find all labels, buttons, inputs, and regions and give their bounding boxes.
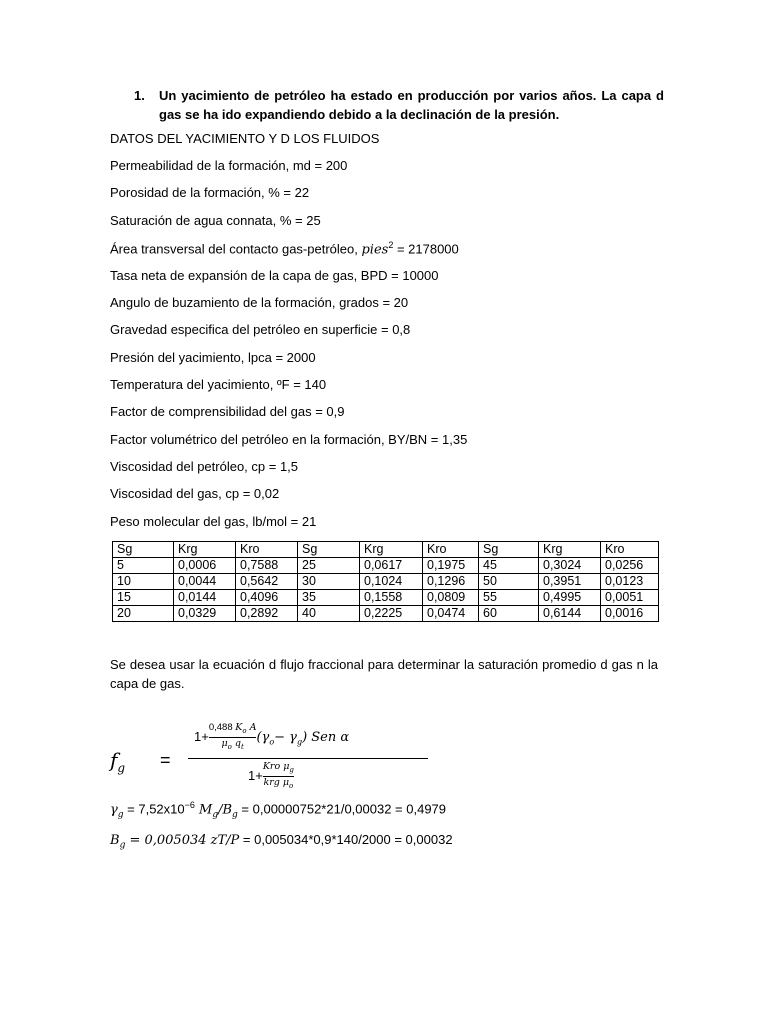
table-cell: 0,0329 (174, 606, 236, 622)
equation-lhs (110, 748, 125, 775)
data-temperatura: Temperatura del yacimiento, ºF = 140 (110, 377, 327, 392)
area-exponent: 2 (388, 240, 394, 250)
data-area-transversal (110, 240, 459, 257)
data-presion: Presión del yacimiento, lpca = 2000 (110, 350, 316, 365)
minus-gamma: − γ (274, 729, 297, 745)
mu-symbol: μ (221, 737, 228, 749)
fractional-flow-equation (110, 718, 370, 798)
bg-calculation: = 0,005034*0,9*140/2000 = 0,00032 (239, 832, 453, 847)
question-text: Un yacimiento de petróleo ha estado en producción por varios años. La capa d gas se ha ido expandiendo debido a la declinación de la presión. (159, 88, 664, 122)
table-header-cell: Krg (174, 542, 236, 558)
gamma-m-subscript: g (212, 809, 219, 820)
main-fraction-bar (188, 758, 428, 759)
data-compresibilidad: Factor de comprensibilidad del gas = 0,9 (110, 404, 345, 419)
a-symbol: A (246, 722, 257, 733)
table-cell: 0,2225 (360, 606, 423, 622)
bg-symbol: B (110, 833, 120, 848)
data-porosidad: Porosidad de la formación, % = 22 (110, 185, 310, 200)
table-cell: 60 (479, 606, 539, 622)
gamma-m: M (194, 802, 213, 818)
table-cell: 45 (479, 558, 539, 574)
table-cell: 0,0051 (601, 590, 659, 606)
numerator-lead: 1+ (194, 728, 209, 744)
gamma-g-subscript: g (296, 737, 303, 747)
area-value: = 2178000 (393, 241, 459, 257)
paren-open: (γ (256, 729, 270, 745)
table-cell: 0,4995 (539, 590, 601, 606)
gamma-subscript: g (117, 809, 124, 820)
krg-mu: krg μ (263, 776, 290, 788)
data-gravedad-especifica: Gravedad especifica del petróleo en superficie = 0,8 (110, 322, 411, 337)
data-viscosidad-gas: Viscosidad del gas, cp = 0,02 (110, 486, 280, 501)
table-cell: 0,0123 (601, 574, 659, 590)
section-heading: DATOS DEL YACIMIENTO Y D LOS FLUIDOS (110, 131, 380, 146)
equation-denominator (248, 761, 294, 792)
mu-subscript: o (227, 742, 232, 751)
table-cell: 0,6144 (539, 606, 601, 622)
gamma-calculation: = 0,00000752*21/0,00032 = 0,4979 (237, 801, 447, 817)
table-cell: 0,5642 (236, 574, 298, 590)
inner-fraction-top (209, 722, 257, 738)
data-tasa-expansion: Tasa neta de expansión de la capa de gas, BPD = 10000 (110, 268, 439, 283)
area-label: Área transversal del contacto gas-petróleo, (110, 241, 362, 257)
numerator-tail (256, 730, 349, 745)
k-symbol: K (235, 722, 243, 733)
q-symbol: q (231, 737, 241, 749)
kro-mu: Kro μ (262, 761, 290, 772)
table-cell: 0,1296 (423, 574, 479, 590)
table-cell: 0,2892 (236, 606, 298, 622)
table-cell: 0,0044 (174, 574, 236, 590)
denominator-lead: 1+ (248, 767, 263, 783)
data-factor-volumetrico: Factor volumétrico del petróleo en la formación, BY/BN = 1,35 (110, 432, 468, 447)
table-cell: 0,0256 (601, 558, 659, 574)
gamma-bg: /B (218, 802, 233, 818)
area-unit: pies (361, 242, 389, 258)
table-cell: 30 (298, 574, 360, 590)
data-viscosidad-petroleo: Viscosidad del petróleo, cp = 1,5 (110, 459, 299, 474)
table-cell: 10 (113, 574, 174, 590)
coef: 0,488 (208, 722, 236, 733)
bg-formula: = 0,005034 zT/P (125, 833, 240, 848)
q-subscript: t (240, 742, 244, 751)
numerator-inner-fraction (209, 722, 257, 753)
data-peso-molecular: Peso molecular del gas, lb/mol = 21 (110, 514, 317, 529)
table-cell: 25 (298, 558, 360, 574)
table-cell: 0,3951 (539, 574, 601, 590)
table-cell: 0,1024 (360, 574, 423, 590)
problem-statement: Se desea usar la ecuación d flujo fraccional para determinar la saturación promedio d gas n la capa de gas. (110, 657, 658, 691)
gamma-coef: = 7,52x10 (123, 801, 185, 817)
table-cell: 0,0006 (174, 558, 236, 574)
table-row (113, 590, 659, 606)
table-cell: 0,0617 (360, 558, 423, 574)
gamma-symbol: γ (110, 802, 118, 818)
data-saturacion-agua: Saturación de agua connata, % = 25 (110, 213, 321, 228)
table-cell: 0,0474 (423, 606, 479, 622)
question-number: 1. (134, 88, 145, 103)
table-cell: 0,4096 (236, 590, 298, 606)
data-permeabilidad: Permeabilidad de la formación, md = 200 (110, 158, 348, 173)
denominator-inner-fraction (263, 761, 294, 792)
data-angulo-buzamiento: Angulo de buzamiento de la formación, grados = 20 (110, 295, 409, 310)
gamma-o-subscript: o (269, 737, 275, 747)
equation-equals: = (160, 750, 171, 770)
table-cell: 55 (479, 590, 539, 606)
table-cell: 0,0144 (174, 590, 236, 606)
table-row (113, 606, 659, 622)
table-header-cell: Kro (423, 542, 479, 558)
table-cell: 5 (113, 558, 174, 574)
gamma-bg-subscript: g (232, 809, 238, 820)
table-header-cell: Sg (113, 542, 174, 558)
table-cell: 0,3024 (539, 558, 601, 574)
table-cell: 50 (479, 574, 539, 590)
bg-subscript: g (119, 840, 126, 851)
table-cell: 0,1975 (423, 558, 479, 574)
table-cell: 0,7588 (236, 558, 298, 574)
denominator-fraction-top (263, 761, 294, 777)
lhs-symbol: f (110, 748, 118, 772)
inner-fraction-bottom (209, 738, 257, 753)
table-header-cell: Kro (236, 542, 298, 558)
table-cell: 15 (113, 590, 174, 606)
table-header-cell: Kro (601, 542, 659, 558)
k-subscript: o (242, 726, 247, 735)
table-header-row (113, 542, 659, 558)
paren-close-sen: ) Sen α (302, 729, 350, 745)
denominator-fraction-bottom (263, 777, 294, 792)
table-header-cell: Sg (298, 542, 360, 558)
table-cell: 35 (298, 590, 360, 606)
bg-equation (110, 832, 453, 851)
table-header-cell: Krg (539, 542, 601, 558)
table-cell: 0,0016 (601, 606, 659, 622)
table-row (113, 574, 659, 590)
table-row (113, 558, 659, 574)
table-cell: 40 (298, 606, 360, 622)
krg-mu-subscript: o (289, 781, 294, 790)
equation-numerator (194, 722, 349, 753)
lhs-subscript: g (117, 761, 126, 775)
table-cell: 0,0809 (423, 590, 479, 606)
table-header-cell: Krg (360, 542, 423, 558)
kro-mu-subscript: g (289, 765, 294, 774)
gamma-exponent: −6 (184, 800, 195, 810)
relative-permeability-table (112, 541, 659, 622)
gamma-g-equation (110, 800, 446, 820)
table-header-cell: Sg (479, 542, 539, 558)
table-cell: 0,1558 (360, 590, 423, 606)
table-cell: 20 (113, 606, 174, 622)
